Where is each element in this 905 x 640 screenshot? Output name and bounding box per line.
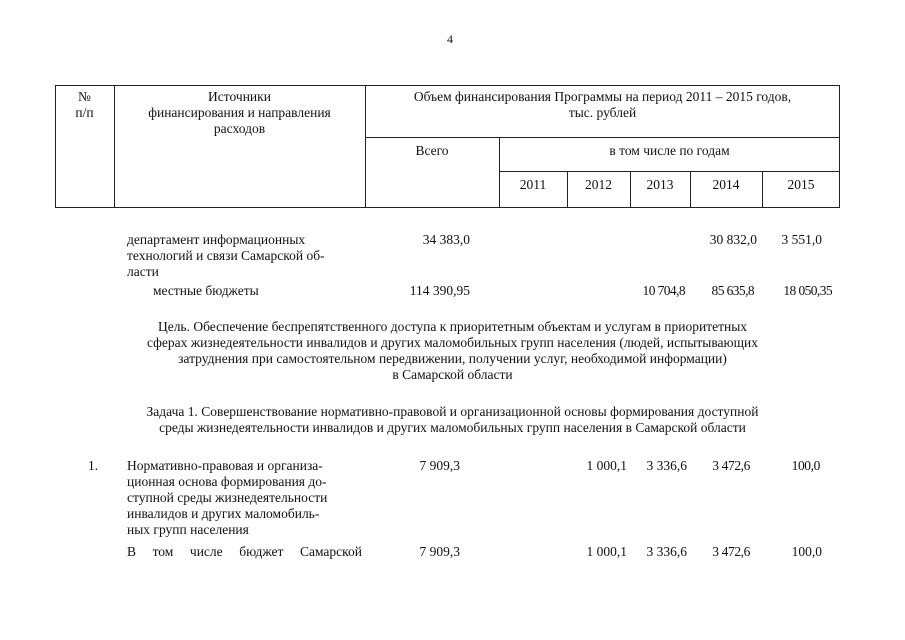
item1-budget-2012: 1 000,1 bbox=[586, 544, 627, 559]
header-year-2012: 2012 bbox=[585, 177, 612, 192]
row-local-total: 114 390,95 bbox=[409, 283, 470, 298]
header-year-2011: 2011 bbox=[519, 177, 547, 192]
header-year-2013: 2013 bbox=[646, 177, 674, 192]
item1-budget-2014: 3 472,6 bbox=[712, 544, 750, 559]
item1-label: Нормативно-правовая и организа- ционная основа формирования до- ступной среды жизнедеятельности инвалидов и других маломобиль- ных групп населения bbox=[127, 458, 328, 537]
item1-number: 1. bbox=[88, 458, 99, 473]
row-dept-2014: 30 832,0 bbox=[709, 232, 757, 247]
header-col-sources: Источники финансирования и направления расходов bbox=[148, 89, 331, 136]
item1-budget-label: В том числе бюджет Самарской bbox=[127, 544, 362, 559]
item1-2013: 3 336,6 bbox=[646, 458, 687, 473]
header-year-2014: 2014 bbox=[712, 177, 740, 192]
page-number: 4 bbox=[447, 32, 453, 46]
item1-2012: 1 000,1 bbox=[586, 458, 627, 473]
row-dept-label: департамент информационных технологий и связи Самарской об- ласти bbox=[127, 232, 325, 279]
item1-2014: 3 472,6 bbox=[712, 458, 750, 473]
item1-budget-2015: 100,0 bbox=[791, 544, 822, 559]
item1-2015: 100,0 bbox=[791, 458, 820, 473]
table-divider bbox=[365, 137, 840, 138]
row-local-label: местные бюджеты bbox=[153, 283, 259, 298]
row-local-2013: 10 704,8 bbox=[642, 283, 685, 298]
goal-paragraph: Цель. Обеспечение беспрепятственного доступа к приоритетным объектам и услугам в приоритетных сферах жизнедеятельности инвалидов и других маломобильных групп населения (людей, испытывающих затруднения при самостоятельном передвижении, получении услуг, необходимой информации) в Самарской области bbox=[146, 319, 758, 382]
item1-total: 7 909,3 bbox=[419, 458, 460, 473]
task-paragraph: Задача 1. Совершенствование нормативно-правовой и организационной основы формирования доступной среды жизнедеятельности инвалидов и других маломобильных групп населения в Самарской области bbox=[146, 404, 759, 435]
item1-budget-total: 7 909,3 bbox=[419, 544, 460, 559]
header-col-total: Всего bbox=[415, 143, 449, 158]
row-dept-2015: 3 551,0 bbox=[781, 232, 822, 247]
header-year-2015: 2015 bbox=[787, 177, 815, 192]
table-divider bbox=[499, 171, 840, 172]
table-border-top bbox=[55, 85, 840, 86]
header-col-by-years: в том числе по годам bbox=[609, 143, 730, 158]
header-col-number: № п/п bbox=[75, 89, 94, 120]
item1-budget-2013: 3 336,6 bbox=[646, 544, 687, 559]
row-local-2015: 18 050,35 bbox=[783, 283, 832, 298]
row-local-2014: 85 635,8 bbox=[711, 283, 754, 298]
table-border-bottom bbox=[55, 207, 840, 208]
table-header bbox=[55, 85, 840, 208]
row-dept-total: 34 383,0 bbox=[422, 232, 470, 247]
header-col-volume: Объем финансирования Программы на период 2011 – 2015 годов, тыс. рублей bbox=[413, 89, 792, 120]
